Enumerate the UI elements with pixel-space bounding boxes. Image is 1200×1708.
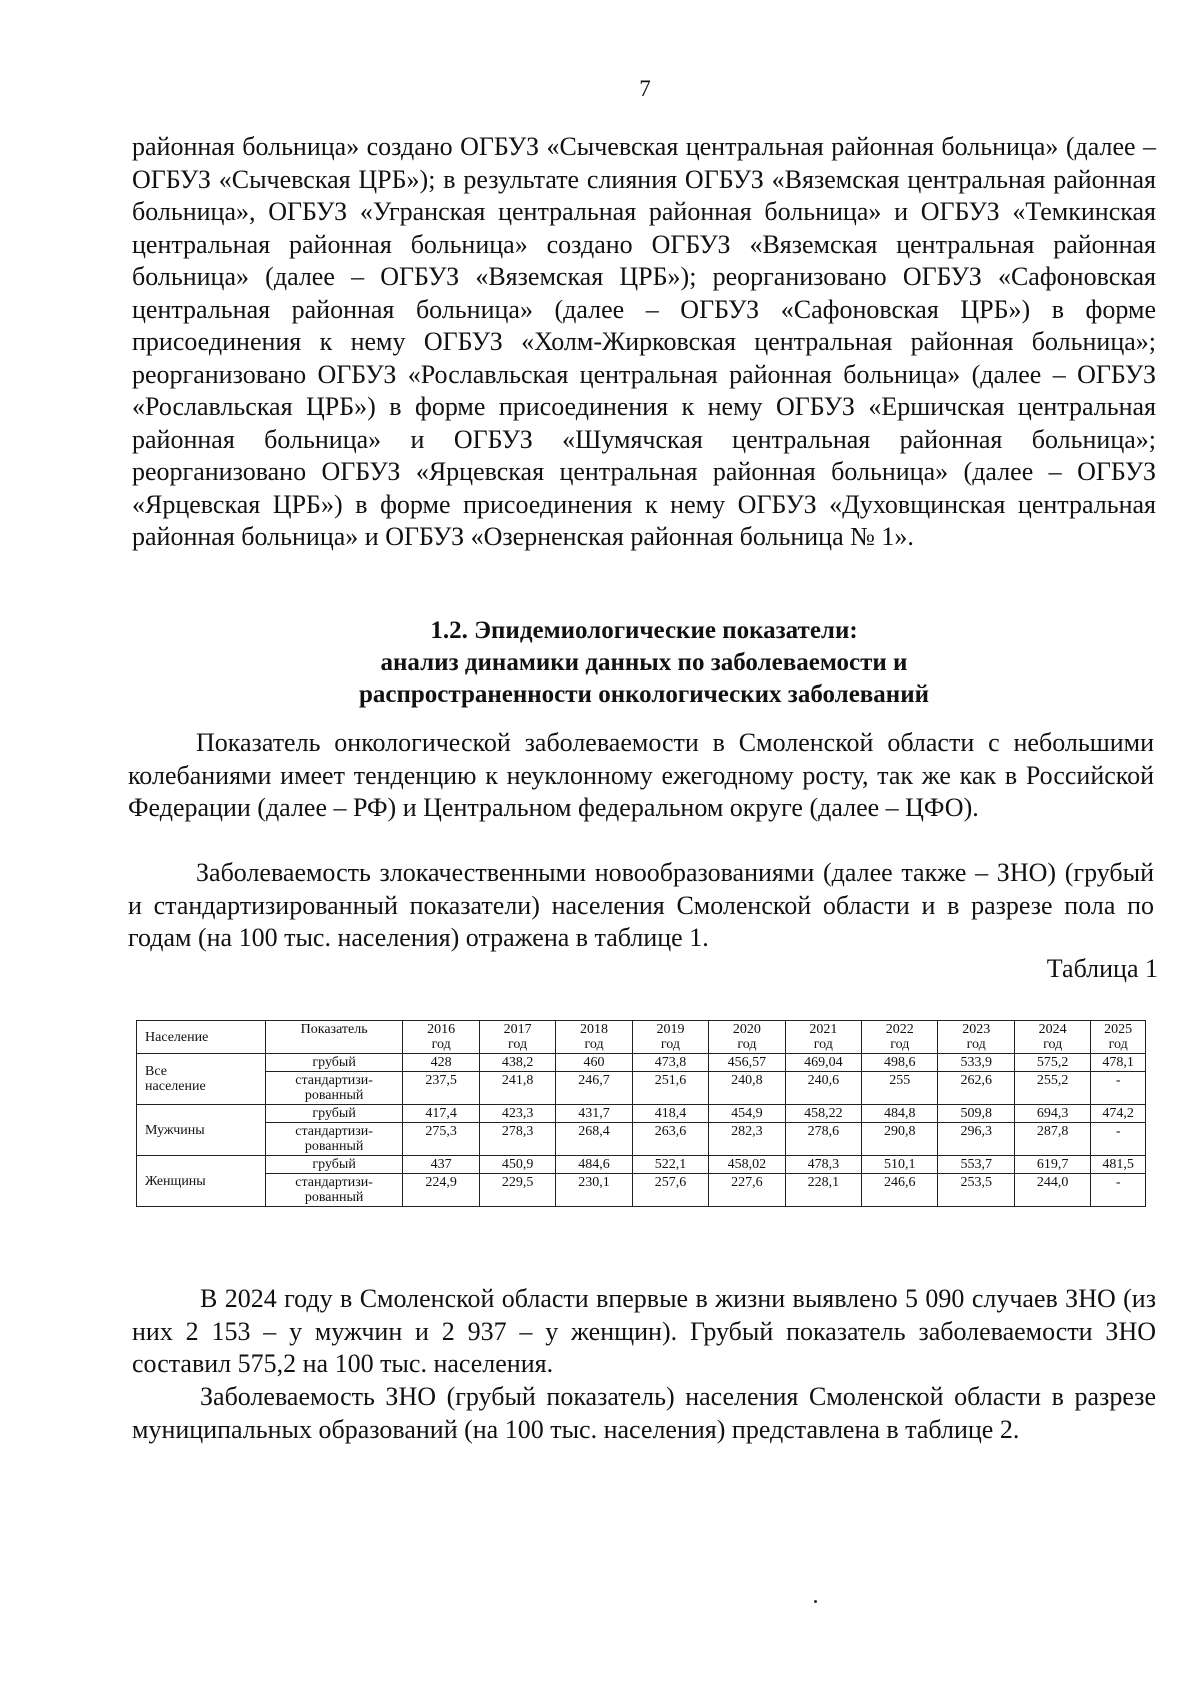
indicator-name: грубый — [312, 1055, 356, 1070]
header-year — [785, 1021, 861, 1054]
header-year-suffix: год — [584, 1037, 604, 1052]
value-cell: 619,7 — [1014, 1156, 1090, 1174]
value-cell: 263,6 — [632, 1123, 708, 1156]
header-year-suffix: год — [660, 1037, 681, 1052]
value-cell: 268,4 — [556, 1123, 632, 1156]
value-cell: 456,57 — [709, 1054, 785, 1072]
value-cell: 253,5 — [938, 1174, 1014, 1207]
paragraph-2024-cases: В 2024 году в Смоленской области впервые в жизни выявлено 5 090 случаев ЗНО (из них 2 153 – у мужчин и 2 937 – у женщин). Грубый показатель заболеваемости ЗНО составил 575,2 на 100 тыс. населения. — [132, 1284, 1156, 1378]
header-indicator: Показатель — [265, 1021, 403, 1054]
value-cell: 257,6 — [632, 1174, 708, 1207]
header-year-number: 2025 — [1104, 1022, 1133, 1037]
indicator-name: стандартизи- — [295, 1073, 373, 1088]
value-cell: 694,3 — [1014, 1105, 1090, 1123]
table-row — [137, 1072, 1146, 1105]
intro-paragraph: районная больница» создано ОГБУЗ «Сычевская центральная районная больница» (далее – ОГБУЗ «Сычевская ЦРБ»); в результате слияния ОГБУЗ «Вяземская центральная районная больница», ОГБУЗ «Угранская центральная районная больница» и ОГБУЗ «Темкинская центральная районная больница» создано ОГБУЗ «Вяземская центральная районная больница» (далее – ОГБУЗ «Вяземская ЦРБ»); реорганизовано ОГБУЗ «Сафоновская центральная районная больница» (далее – ОГБУЗ «Сафоновская ЦРБ») в форме присоединения к нему ОГБУЗ «Холм-Жирковская центральная районная больница»; реорганизовано ОГБУЗ «Рославльская центральная районная больница» (далее – ОГБУЗ «Рославльская ЦРБ») в форме присоединения к нему ОГБУЗ «Ершичская центральная районная больница» и ОГБУЗ «Шумячская центральная районная больница»; реорганизовано ОГБУЗ «Ярцевская центральная районная больница» (далее – ОГБУЗ «Ярцевская ЦРБ») в форме присоединения к нему ОГБУЗ «Духовщинская центральная районная больница» и ОГБУЗ «Озерненская районная больница № 1». — [132, 132, 1156, 551]
header-population: Население — [137, 1021, 266, 1054]
value-cell: 262,6 — [938, 1072, 1014, 1105]
table-row — [137, 1105, 1146, 1123]
header-year-suffix: год — [1043, 1037, 1063, 1052]
header-year — [632, 1021, 708, 1054]
value-cell: 428 — [403, 1054, 479, 1072]
header-year-number: 2018 — [580, 1022, 609, 1037]
value-cell: 275,3 — [403, 1123, 479, 1156]
value-cell: 522,1 — [632, 1156, 708, 1174]
value-cell: 240,8 — [709, 1072, 785, 1105]
value-cell: - — [1091, 1123, 1146, 1156]
value-cell: 278,3 — [479, 1123, 555, 1156]
value-cell: 478,3 — [785, 1156, 861, 1174]
value-cell: 417,4 — [403, 1105, 479, 1123]
header-year-suffix: год — [1108, 1037, 1128, 1052]
section-heading-line-1: 1.2. Эпидемиологические показатели: — [430, 617, 858, 644]
header-year-number: 2021 — [809, 1022, 838, 1037]
value-cell: 458,02 — [709, 1156, 785, 1174]
value-cell: 240,6 — [785, 1072, 861, 1105]
header-year-suffix: год — [890, 1037, 910, 1052]
population-group-cell — [137, 1054, 266, 1105]
paragraph-incidence-trend: Показатель онкологической заболеваемости в Смоленской области с небольшими колебаниями имеет тенденцию к неуклонному ежегодному росту, так же как в Российской Федерации (далее – РФ) и Центральном федеральном округе (далее – ЦФО). — [128, 728, 1154, 822]
table-row — [137, 1174, 1146, 1207]
value-cell: 484,8 — [862, 1105, 938, 1123]
value-cell: 438,2 — [479, 1054, 555, 1072]
value-cell: 237,5 — [403, 1072, 479, 1105]
header-year — [709, 1021, 785, 1054]
value-cell: 418,4 — [632, 1105, 708, 1123]
value-cell: 437 — [403, 1156, 479, 1174]
value-cell: 255 — [862, 1072, 938, 1105]
indicator-name-line2: рованный — [304, 1088, 364, 1103]
value-cell: 227,6 — [709, 1174, 785, 1207]
header-year-suffix: год — [813, 1037, 833, 1052]
value-cell: 246,7 — [556, 1072, 632, 1105]
value-cell: 246,6 — [862, 1174, 938, 1207]
indicator-cell — [265, 1105, 403, 1123]
table-body — [137, 1054, 1146, 1207]
value-cell: 509,8 — [938, 1105, 1014, 1123]
header-year — [1014, 1021, 1090, 1054]
header-year-number: 2020 — [732, 1022, 761, 1037]
incidence-table — [136, 1020, 1146, 1207]
value-cell: 228,1 — [785, 1174, 861, 1207]
value-cell: 287,8 — [1014, 1123, 1090, 1156]
value-cell: 484,6 — [556, 1156, 632, 1174]
header-year-number: 2022 — [885, 1022, 914, 1037]
population-group-cell — [137, 1105, 266, 1156]
header-year — [938, 1021, 1014, 1054]
value-cell: 454,9 — [709, 1105, 785, 1123]
indicator-cell — [265, 1156, 403, 1174]
page-number: 7 — [639, 76, 651, 101]
value-cell: - — [1091, 1072, 1146, 1105]
value-cell: 290,8 — [862, 1123, 938, 1156]
value-cell: 229,5 — [479, 1174, 555, 1207]
value-cell: 478,1 — [1091, 1054, 1146, 1072]
indicator-cell — [265, 1072, 403, 1105]
value-cell: 458,22 — [785, 1105, 861, 1123]
population-group-name-line2: население — [145, 1079, 206, 1094]
value-cell: 296,3 — [938, 1123, 1014, 1156]
paragraph-table-intro: Заболеваемость злокачественными новообразованиями (далее также – ЗНО) (грубый и стандартизированный показатели) населения Смоленской области и в разрезе пола по годам (на 100 тыс. населения) отражена в таблице 1. — [128, 858, 1154, 952]
header-year — [862, 1021, 938, 1054]
population-group-name: Женщины — [145, 1173, 206, 1189]
value-cell: 241,8 — [479, 1072, 555, 1105]
value-cell: 244,0 — [1014, 1174, 1090, 1207]
scan-speck — [814, 1600, 817, 1603]
section-heading-line-2: анализ динамики данных по заболеваемости и — [380, 649, 908, 676]
indicator-name: стандартизи- — [295, 1175, 373, 1190]
header-year-suffix: год — [737, 1037, 757, 1052]
header-year-suffix: год — [431, 1037, 451, 1052]
table-row — [137, 1123, 1146, 1156]
value-cell: 473,8 — [632, 1054, 708, 1072]
indicator-name: стандартизи- — [295, 1124, 373, 1139]
value-cell: 255,2 — [1014, 1072, 1090, 1105]
value-cell: 510,1 — [862, 1156, 938, 1174]
indicator-name: грубый — [312, 1157, 356, 1172]
value-cell: 224,9 — [403, 1174, 479, 1207]
value-cell: 460 — [556, 1054, 632, 1072]
table-row — [137, 1054, 1146, 1072]
value-cell: 481,5 — [1091, 1156, 1146, 1174]
indicator-name-line2: рованный — [304, 1190, 364, 1205]
header-year-number: 2024 — [1038, 1022, 1067, 1037]
header-year-number: 2019 — [656, 1022, 685, 1037]
indicator-cell — [265, 1054, 403, 1072]
value-cell: 474,2 — [1091, 1105, 1146, 1123]
indicator-cell — [265, 1123, 403, 1156]
value-cell: 553,7 — [938, 1156, 1014, 1174]
indicator-name-line2: рованный — [304, 1139, 364, 1154]
table-caption: Таблица 1 — [1046, 954, 1158, 983]
table-row — [137, 1156, 1146, 1174]
population-group-name: Мужчины — [145, 1122, 205, 1138]
header-year-suffix: год — [966, 1037, 986, 1052]
header-year — [479, 1021, 555, 1054]
value-cell: 431,7 — [556, 1105, 632, 1123]
section-heading — [132, 615, 1156, 711]
paragraph-municipal-reference: Заболеваемость ЗНО (грубый показатель) населения Смоленской области в разрезе муниципальных образований (на 100 тыс. населения) представлена в таблице 2. — [132, 1382, 1156, 1444]
value-cell: 251,6 — [632, 1072, 708, 1105]
value-cell: 533,9 — [938, 1054, 1014, 1072]
section-heading-line-3: распространенности онкологических заболеваний — [358, 681, 930, 708]
header-year-number: 2017 — [503, 1022, 532, 1037]
value-cell: - — [1091, 1174, 1146, 1207]
header-year-number: 2023 — [962, 1022, 991, 1037]
value-cell: 575,2 — [1014, 1054, 1090, 1072]
header-year-suffix: год — [508, 1037, 528, 1052]
indicator-name: грубый — [312, 1106, 356, 1121]
population-group-cell — [137, 1156, 266, 1207]
header-year — [403, 1021, 479, 1054]
header-year — [1091, 1021, 1146, 1054]
header-year — [556, 1021, 632, 1054]
table-header-row — [137, 1021, 1146, 1054]
population-group-name: Все — [145, 1064, 167, 1079]
value-cell: 450,9 — [479, 1156, 555, 1174]
value-cell: 282,3 — [709, 1123, 785, 1156]
value-cell: 423,3 — [479, 1105, 555, 1123]
value-cell: 230,1 — [556, 1174, 632, 1207]
indicator-cell — [265, 1174, 403, 1207]
header-year-number: 2016 — [427, 1022, 456, 1037]
value-cell: 278,6 — [785, 1123, 861, 1156]
value-cell: 498,6 — [862, 1054, 938, 1072]
value-cell: 469,04 — [785, 1054, 861, 1072]
